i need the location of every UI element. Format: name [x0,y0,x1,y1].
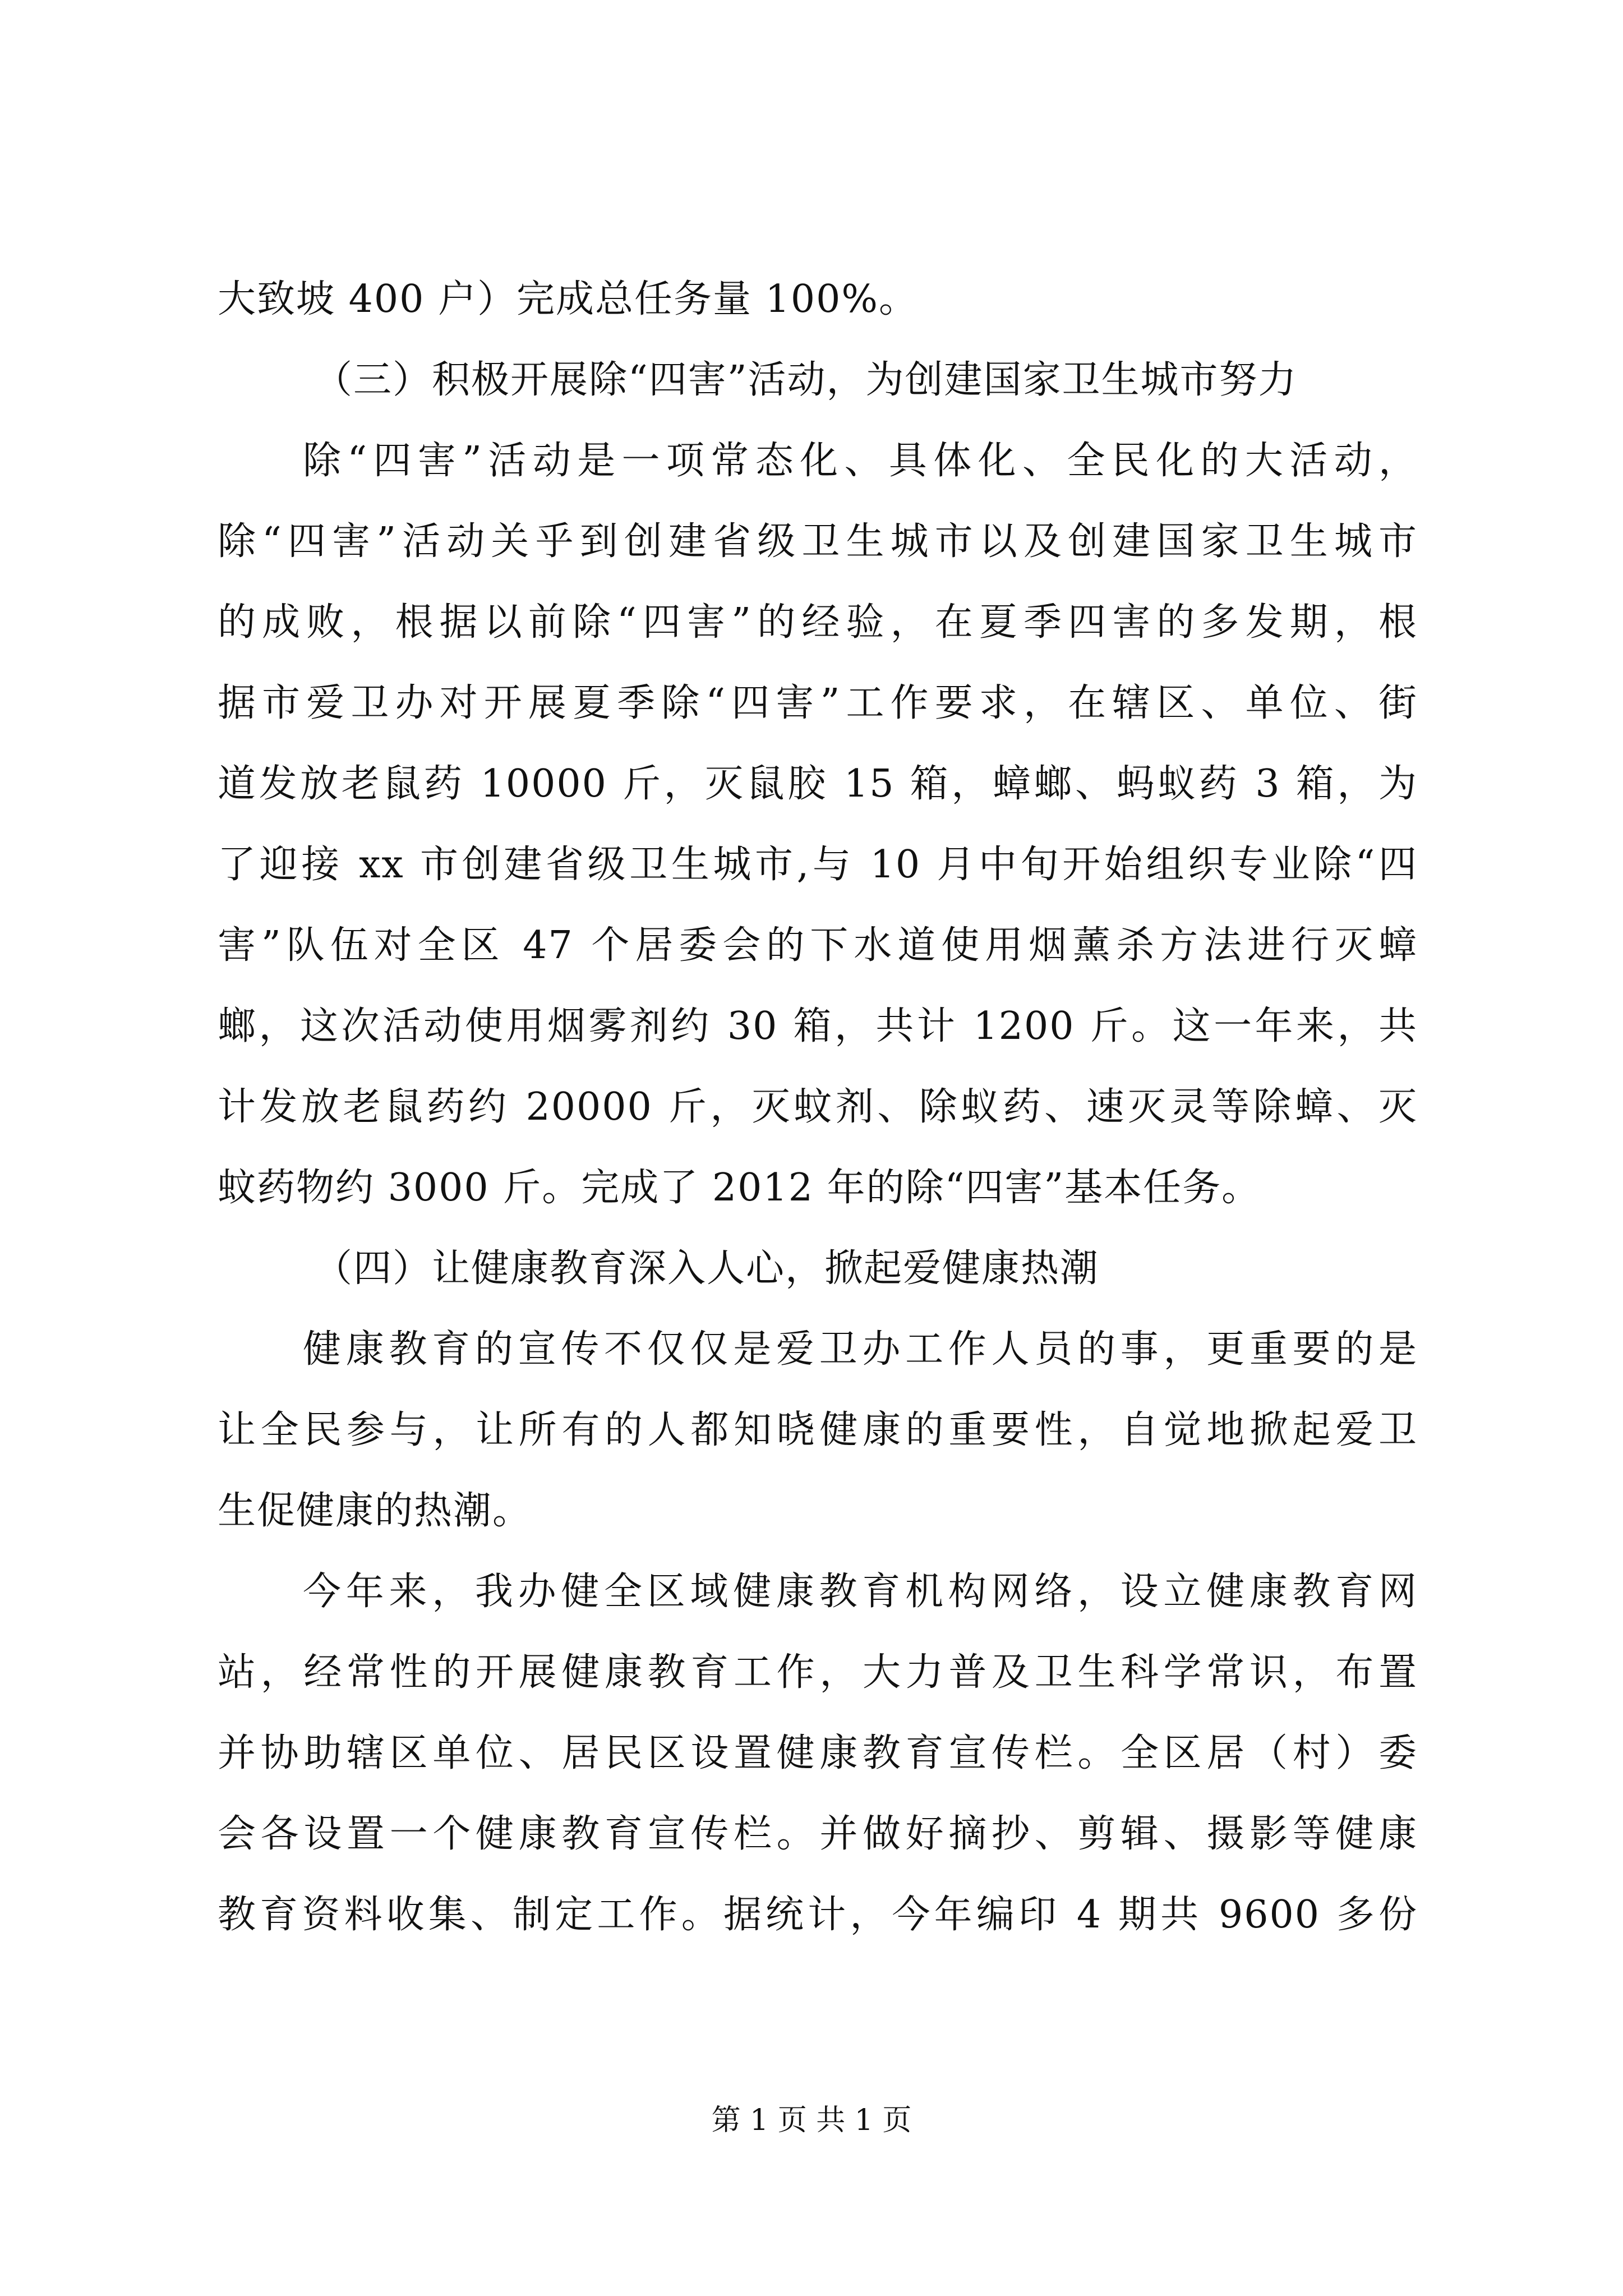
text-line-17: 今年来，我办健全区域健康教育机构网络，设立健康教育网 [303,1570,1418,1614]
text-line-14: 健康教育的宣传不仅仅是爱卫办工作人员的事，更重要的是 [303,1327,1418,1372]
section-heading-4: （四）让健康教育深入人心，掀起爱健康热潮 [314,1246,1100,1291]
section-heading-3: （三）积极开展除“四害”活动，为创建国家卫生城市努力 [314,358,1298,402]
text-line-19: 并协助辖区单位、居民区设置健康教育宣传栏。全区居（村）委 [218,1731,1418,1775]
text-line-1: 大致坡 400 户）完成总任务量 100%。 [218,277,919,321]
text-line-7: 道发放老鼠药 10000 斤，灭鼠胶 15 箱，蟑螂、蚂蚁药 3 箱，为 [218,762,1418,806]
text-line-8: 了迎接 xx 市创建省级卫生城市,与 10 月中旬开始组织专业除“四 [218,843,1418,887]
text-line-5: 的成败，根据以前除“四害”的经验，在夏季四害的多发期，根 [218,600,1418,645]
text-line-9: 害”队伍对全区 47 个居委会的下水道使用烟薰杀方法进行灭蟑 [218,923,1418,968]
text-line-3: 除“四害”活动是一项常态化、具体化、全民化的大活动， [303,439,1418,483]
text-line-4: 除“四害”活动关乎到创建省级卫生城市以及创建国家卫生城市 [218,519,1418,564]
text-line-16: 生促健康的热潮。 [218,1489,532,1533]
page-footer: 第 1 页 共 1 页 [711,2104,912,2137]
text-line-12: 蚊药物约 3000 斤。完成了 2012 年的除“四害”基本任务。 [218,1166,1261,1210]
text-line-18: 站，经常性的开展健康教育工作，大力普及卫生科学常识，布置 [218,1650,1418,1695]
text-line-6: 据市爱卫办对开展夏季除“四害”工作要求，在辖区、单位、街 [218,681,1418,725]
text-line-21: 教育资料收集、制定工作。据统计，今年编印 4 期共 9600 多份 [218,1893,1418,1937]
text-line-20: 会各设置一个健康教育宣传栏。并做好摘抄、剪辑、摄影等健康 [218,1812,1418,1856]
text-line-15: 让全民参与，让所有的人都知晓健康的重要性，自觉地掀起爱卫 [218,1408,1418,1452]
text-line-10: 螂，这次活动使用烟雾剂约 30 箱，共计 1200 斤。这一年来，共 [218,1004,1418,1048]
text-line-11: 计发放老鼠药约 20000 斤，灭蚊剂、除蚁药、速灭灵等除蟑、灭 [218,1085,1418,1129]
